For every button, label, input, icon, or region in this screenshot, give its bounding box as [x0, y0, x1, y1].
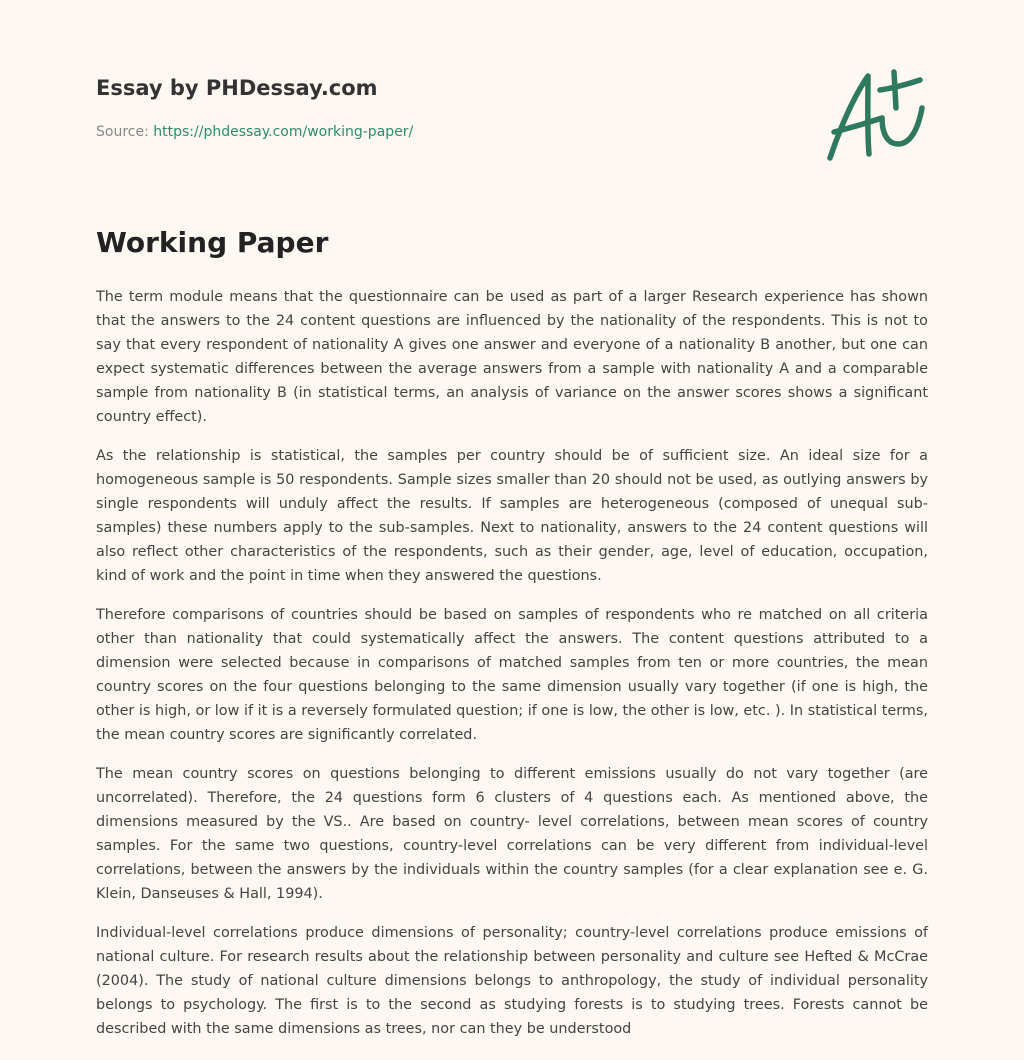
- paragraph: The term module means that the questionnaire can be used as part of a larger Research experience has shown that the answers to the 24 content questions are influenced by the nationality of the respondents. This is not to say that every respondent of nationality A gives one answer and everyone of a nationality B another, but one can expect systematic differences between the average answers from a sample with nationality A and a comparable sample from nationality B (in statistical terms, an analysis of variance on the answer scores shows a significant country effect).: [96, 289, 928, 425]
- header: [96, 0, 928, 200]
- article-body: [96, 285, 928, 1056]
- source-label: Source:: [96, 124, 149, 140]
- paragraph: The mean country scores on questions belonging to different emissions usually do not vary together (are uncorrelated). Therefore, the 24 questions form 6 clusters of 4 questions each. As mentioned above, the dimensions measured by the VS.. Are based on country- level correlations, between mean scores of country samples. For the same two questions, country-level correlations can be very different from individual-level correlations, between the answers by the individuals within the country samples (for a clear explanation see e. G. Klein, Danseuses & Hall, 1994).: [96, 766, 928, 902]
- page-title: Working Paper: [96, 226, 329, 259]
- source-link[interactable]: https://phdessay.com/working-paper/: [153, 124, 414, 140]
- source-line: [96, 124, 413, 140]
- paragraph: Individual-level correlations produce dimensions of personality; country-level correlations produce emissions of national culture. For research results about the relationship between personality and culture see Hefted & McCrae (2004). The study of national culture dimensions belongs to anthropology, the study of individual personality belongs to psychology. The first is to the second as studying forests is to studying trees. Forests cannot be described with the same dimensions as trees, nor can they be understood: [96, 925, 928, 1037]
- paragraph: Therefore comparisons of countries should be based on samples of respondents who re matched on all criteria other than nationality that could systematically affect the answers. The content questions attributed to a dimension were selected because in comparisons of matched samples from ten or more countries, the mean country scores on the four questions belonging to the same dimension usually vary together (if one is high, the other is high, or low if it is a reversely formulated question; if one is low, the other is low, etc. ). In statistical terms, the mean country scores are significantly correlated.: [96, 607, 928, 743]
- page: [96, 0, 928, 1060]
- a-plus-logo-icon: [824, 68, 928, 166]
- brand-title: Essay by PHDessay.com: [96, 76, 378, 100]
- paragraph: As the relationship is statistical, the samples per country should be of sufficient size. An ideal size for a homogeneous sample is 50 respondents. Sample sizes smaller than 20 should not be used, as outlying answers by single respondents will unduly affect the results. If samples are heterogeneous (composed of unequal sub-samples) these numbers apply to the sub-samples. Next to nationality, answers to the 24 content questions will also reflect other characteristics of the respondents, such as their gender, age, level of education, occupation, kind of work and the point in time when they answered the questions.: [96, 448, 928, 584]
